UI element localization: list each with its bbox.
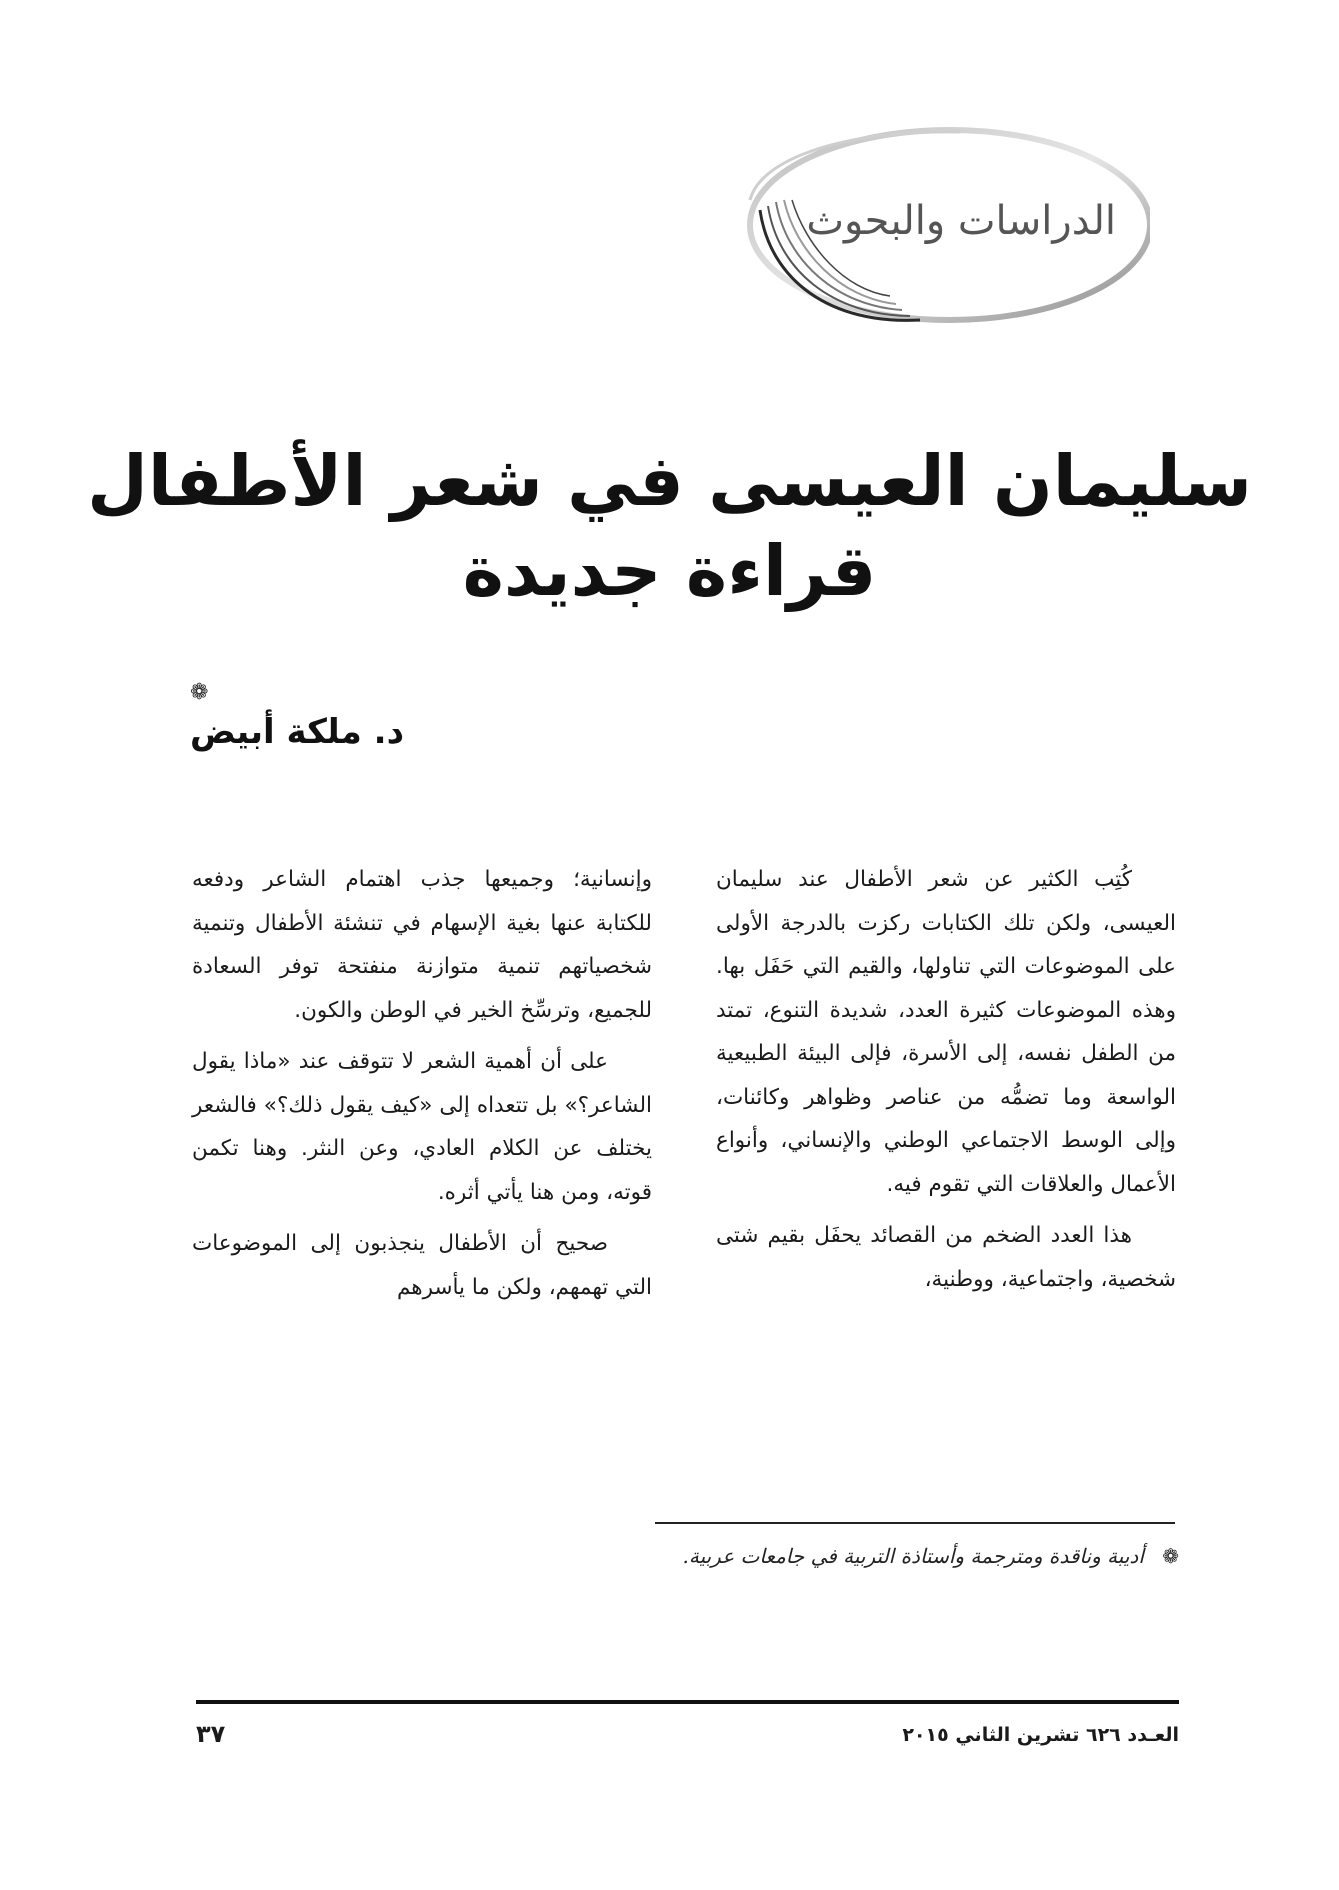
right-column: [716, 858, 1176, 1309]
article-title-line-1: سليمان العيسى في شعر الأطفال: [87, 440, 1252, 522]
footnote-text: أديبة وناقدة ومترجمة وأستاذة التربية في جامعات عربية.: [682, 1544, 1144, 1568]
article-title-line-2: قراءة جديدة: [462, 530, 877, 612]
left-column: [192, 858, 652, 1317]
paragraph: كُتِب الكثير عن شعر الأطفال عند سليمان العيسى، ولكن تلك الكتابات ركزت بالدرجة الأولى على الموضوعات التي تناولها، والقيم التي حَفَل بها. وهذه الموضوعات كثيرة العدد، شديدة التنوع، تمتد من الطفل نفسه، إلى الأسرة، فإلى البيئة الطبيعية الواسعة وما تضمُّه من عناصر وظواهر وكائنات، وإلى الوسط الاجتماعي الوطني والإنساني، وأنواع الأعمال والعلاقات التي تقوم فيه.: [716, 867, 1176, 1197]
paragraph: وإنسانية؛ وجميعها جذب اهتمام الشاعر ودفعه للكتابة عنها بغية الإسهام في تنشئة الأطفال وتنمية شخصياتهم تنمية متوازنة منفتحة توفر السعادة للجميع، وترسِّخ الخير في الوطن والكون.: [192, 867, 652, 1023]
footer-divider: [196, 1700, 1179, 1704]
section-logo: [720, 120, 1150, 330]
page-number: ٣٧: [196, 1720, 226, 1748]
author-asterism-icon: ❁: [190, 680, 209, 705]
paragraph: على أن أهمية الشعر لا تتوقف عند «ماذا يقول الشاعر؟» بل تتعداه إلى «كيف يقول ذلك؟» فالشعر يختلف عن الكلام العادي، وعن النثر. وهنا تكمن قوته، ومن هنا يأتي أثره.: [192, 1049, 652, 1205]
paragraph: صحيح أن الأطفال ينجذبون إلى الموضوعات التي تهمهم، ولكن ما يأسرهم: [192, 1231, 652, 1300]
author-footnote: [682, 1544, 1179, 1568]
author-name: د. ملكة أبيض: [190, 712, 405, 752]
footnote-divider: [655, 1522, 1175, 1524]
footnote-asterism-icon: ❁: [1162, 1544, 1179, 1568]
paragraph: هذا العدد الضخم من القصائد يحفَل بقيم شتى شخصية، واجتماعية، ووطنية،: [716, 1223, 1176, 1292]
section-label: الدراسات والبحوث: [806, 198, 1116, 244]
issue-info: العـدد ٦٢٦ تشرين الثاني ٢٠١٥: [902, 1724, 1179, 1746]
